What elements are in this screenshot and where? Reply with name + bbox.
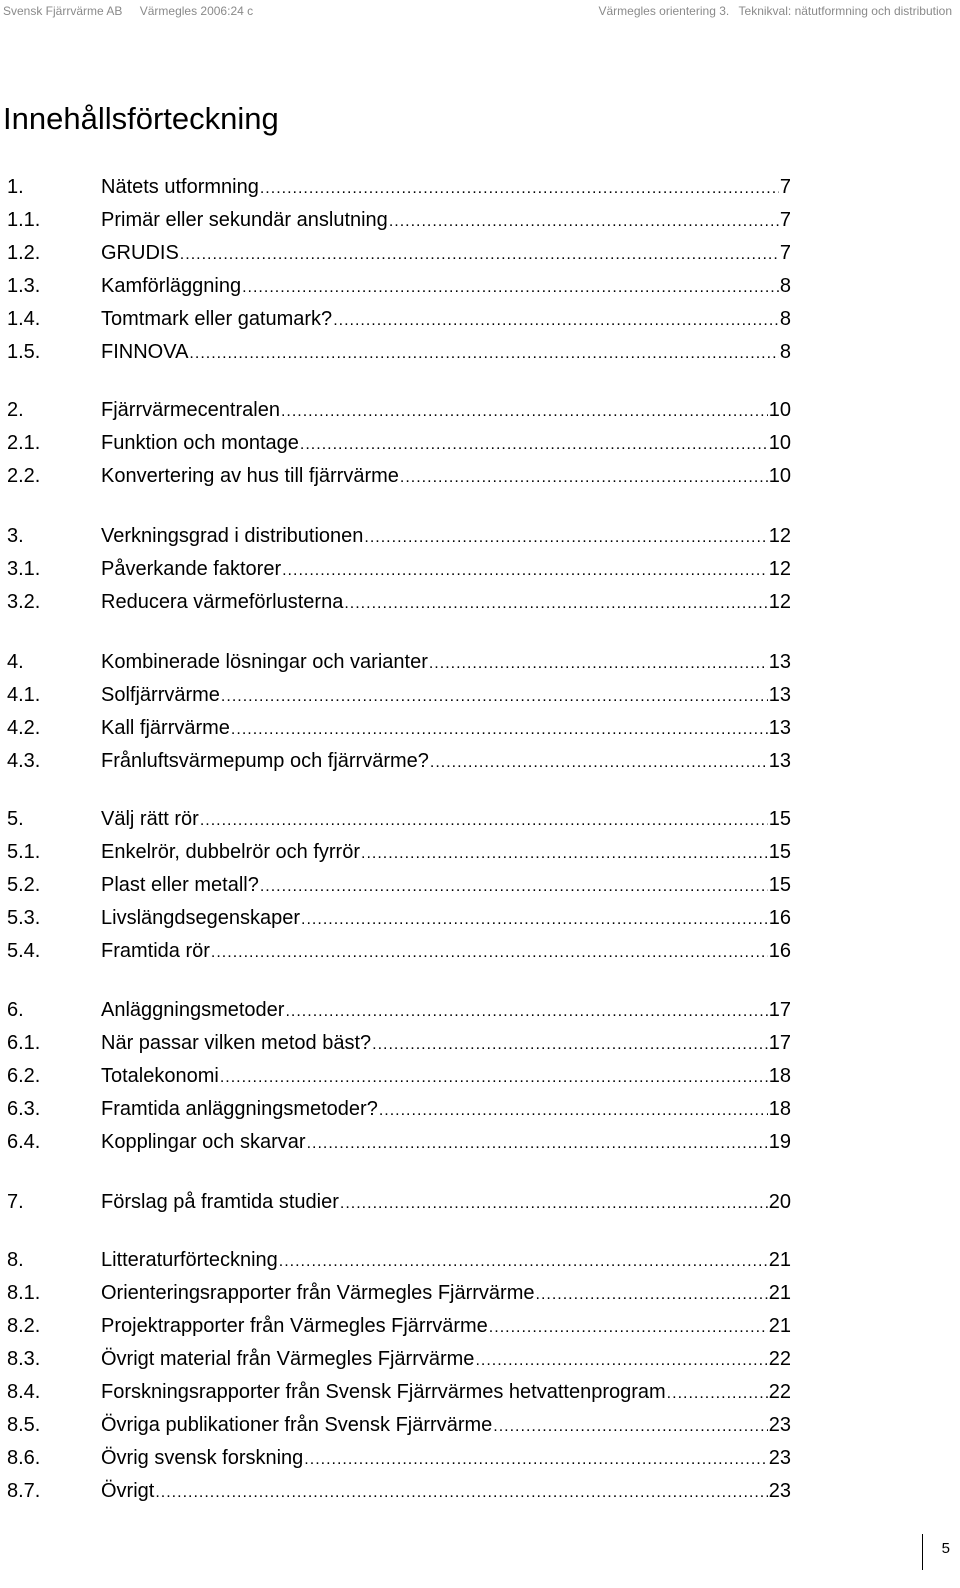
page-title: Innehållsförteckning [3,101,279,136]
toc-dot-leader [281,397,768,427]
toc-entry-number: 3.1. [7,558,41,580]
toc-entry[interactable] [0,461,800,491]
toc-entry-number: 1.1. [7,209,41,231]
toc-dot-leader [361,839,768,869]
toc-entry-title: Forskningsrapporter från Svensk Fjärrvärmes hetvattenprogram [101,1381,666,1403]
toc-entry[interactable] [0,713,800,743]
toc-entry-page: 10 [768,432,791,454]
toc-dot-leader [300,430,768,460]
toc-entry-number: 6.4. [7,1131,41,1153]
toc-entry-line [101,870,791,902]
toc-entry-number: 2. [7,399,24,421]
toc-entry-title: FINNOVA [101,341,189,363]
toc-entry[interactable] [0,587,800,617]
toc-entry-number: 5.3. [7,907,41,929]
toc-entry-title: Övrigt [101,1480,155,1502]
toc-entry-line [101,587,791,619]
toc-entry-page: 22 [768,1381,791,1403]
toc-dot-leader [260,872,768,902]
header-doc-id: Värmegles 2006:24 c [139,4,254,18]
toc-entry-title: Projektrapporter från Värmegles Fjärrvärme [101,1315,488,1337]
toc-entry-number: 8.4. [7,1381,41,1403]
toc-entry-page: 7 [779,242,791,264]
toc-entry[interactable] [0,804,800,834]
toc-dot-leader [430,748,768,778]
toc-entry-number: 4.1. [7,684,41,706]
toc-entry[interactable] [0,647,800,677]
header-series: Värmegles orientering 3. [598,4,730,18]
toc-dot-leader [333,306,779,336]
toc-entry-title: Kombinerade lösningar och varianter [101,651,428,673]
toc-dot-leader [536,1280,768,1310]
header-left [3,4,267,18]
toc-entry[interactable] [0,1278,800,1308]
toc-entry-line [101,304,791,336]
toc-entry[interactable] [0,337,800,367]
toc-entry-line [101,647,791,679]
toc-entry-title: Kamförläggning [101,275,242,297]
toc-entry-number: 6.1. [7,1032,41,1054]
toc-dot-leader [304,1445,767,1475]
toc-entry-title: Nätets utformning [101,176,259,198]
toc-entry-page: 12 [768,558,791,580]
toc-entry[interactable] [0,936,800,966]
toc-entry-page: 13 [768,717,791,739]
toc-entry-line [101,1344,791,1376]
toc-entry-line [101,713,791,745]
toc-entry-number: 6.3. [7,1098,41,1120]
toc-entry[interactable] [0,205,800,235]
toc-entry-line [101,936,791,968]
toc-entry-title: Kopplingar och skarvar [101,1131,306,1153]
toc-dot-leader [429,649,768,679]
toc-dot-leader [242,273,779,303]
toc-entry-line [101,746,791,778]
toc-entry-page: 23 [768,1447,791,1469]
toc-entry-line [101,337,791,369]
toc-entry-page: 21 [768,1249,791,1271]
toc-entry-title: Primär eller sekundär anslutning [101,209,388,231]
toc-entry-page: 21 [768,1315,791,1337]
toc-entry-line [101,1127,791,1159]
toc-entry-line [101,1094,791,1126]
toc-entry-line [101,521,791,553]
toc-entry[interactable] [0,1344,800,1374]
toc-dot-leader [220,1063,768,1093]
toc-entry[interactable] [0,1127,800,1157]
toc-entry-page: 22 [768,1348,791,1370]
toc-entry-line [101,1410,791,1442]
toc-dot-leader [489,1313,768,1343]
toc-entry-number: 4. [7,651,24,673]
toc-entry-page: 15 [768,808,791,830]
toc-entry-page: 18 [768,1065,791,1087]
toc-entry-page: 12 [768,591,791,613]
toc-dot-leader [379,1096,768,1126]
toc-entry-title: Livslängdsegenskaper [101,907,301,929]
toc-entry-number: 2.2. [7,465,41,487]
toc-entry-title: Verkningsgrad i distributionen [101,525,364,547]
toc-entry[interactable] [0,1028,800,1058]
toc-entry-page: 18 [768,1098,791,1120]
toc-dot-leader [389,207,779,237]
toc-entry-title: Frånluftsvärmepump och fjärrvärme? [101,750,429,772]
toc-dot-leader [211,938,768,968]
toc-entry[interactable] [0,870,800,900]
toc-entry-page: 10 [768,399,791,421]
toc-entry[interactable] [0,428,800,458]
toc-entry[interactable] [0,995,800,1025]
toc-entry-page: 19 [768,1131,791,1153]
toc-entry-number: 5. [7,808,24,830]
toc-dot-leader [400,463,768,493]
toc-entry-number: 8.7. [7,1480,41,1502]
toc-entry-title: Fjärrvärmecentralen [101,399,280,421]
toc-entry-number: 1.2. [7,242,41,264]
toc-entry-page: 15 [768,841,791,863]
toc-entry[interactable] [0,1061,800,1091]
toc-entry-line [101,1377,791,1409]
toc-entry-number: 8.1. [7,1282,41,1304]
toc-dot-leader [307,1129,768,1159]
toc-dot-leader [200,806,768,836]
toc-entry-line [101,271,791,303]
toc-entry-title: Solfjärrvärme [101,684,220,706]
toc-entry-number: 7. [7,1191,24,1213]
toc-entry-page: 7 [779,176,791,198]
toc-entry[interactable] [0,1094,800,1124]
toc-entry-page: 17 [768,1032,791,1054]
toc-entry-title: Reducera värmeförlusterna [101,591,344,613]
toc-entry-number: 8.3. [7,1348,41,1370]
header-subject: Teknikval: nätutformning och distribution [738,4,952,18]
toc-entry-title: Förslag på framtida studier [101,1191,339,1213]
toc-entry-page: 10 [768,465,791,487]
toc-entry-title: Plast eller metall? [101,874,259,896]
toc-entry-title: Anläggningsmetoder [101,999,285,1021]
toc-entry-title: När passar vilken metod bäst? [101,1032,372,1054]
toc-entry-line [101,461,791,493]
toc-entry[interactable] [0,172,800,202]
toc-dot-leader [260,174,779,204]
toc-entry-title: Framtida anläggningsmetoder? [101,1098,378,1120]
page-header [0,4,960,20]
toc-entry-number: 6. [7,999,24,1021]
header-right [592,4,952,18]
toc-entry-line [101,238,791,270]
toc-dot-leader [279,1247,768,1277]
toc-entry-number: 2.1. [7,432,41,454]
toc-entry-page: 13 [768,684,791,706]
toc-entry[interactable] [0,1245,800,1275]
toc-entry-number: 6.2. [7,1065,41,1087]
toc-dot-leader [301,905,768,935]
toc-entry-number: 1.3. [7,275,41,297]
toc-entry-number: 3. [7,525,24,547]
toc-dot-leader [189,339,778,369]
toc-entry-title: Kall fjärrvärme [101,717,230,739]
toc-entry-line [101,903,791,935]
toc-dot-leader [372,1030,768,1060]
toc-entry-line [101,1278,791,1310]
toc-entry-number: 1. [7,176,24,198]
toc-entry[interactable] [0,521,800,551]
page-number: 5 [941,1540,950,1557]
toc-entry-number: 4.2. [7,717,41,739]
toc-entry-title: Konvertering av hus till fjärrvärme [101,465,399,487]
toc-entry[interactable] [0,238,800,268]
toc-entry-line [101,205,791,237]
toc-entry[interactable] [0,1311,800,1341]
toc-entry-title: Övrigt material från Värmegles Fjärrvärme [101,1348,475,1370]
toc-entry-page: 8 [779,308,791,330]
toc-entry-number: 8.6. [7,1447,41,1469]
toc-entry-line [101,680,791,712]
toc-entry[interactable] [0,746,800,776]
toc-dot-leader [344,589,767,619]
toc-entry-page: 17 [768,999,791,1021]
toc-entry-title: Påverkande faktorer [101,558,282,580]
toc-entry-line [101,1028,791,1060]
toc-entry-number: 5.4. [7,940,41,962]
toc-entry-page: 13 [768,651,791,673]
toc-dot-leader [282,556,768,586]
toc-entry-number: 3.2. [7,591,41,613]
toc-entry-title: Framtida rör [101,940,210,962]
toc-dot-leader [475,1346,767,1376]
toc-dot-leader [221,682,768,712]
toc-entry-number: 8.2. [7,1315,41,1337]
toc-entry[interactable] [0,837,800,867]
toc-entry-title: GRUDIS [101,242,179,264]
toc-entry-title: Orienteringsrapporter från Värmegles Fjärrvärme [101,1282,535,1304]
toc-dot-leader [155,1478,767,1508]
toc-entry-title: Övrig svensk forskning [101,1447,304,1469]
toc-entry[interactable] [0,1377,800,1407]
toc-entry-page: 16 [768,907,791,929]
toc-entry-line [101,172,791,204]
toc-entry-page: 20 [768,1191,791,1213]
toc-entry[interactable] [0,554,800,584]
toc-entry-title: Övriga publikationer från Svensk Fjärrvärme [101,1414,493,1436]
toc-entry-number: 8.5. [7,1414,41,1436]
toc-entry-page: 15 [768,874,791,896]
toc-entry[interactable] [0,680,800,710]
toc-entry[interactable] [0,1443,800,1473]
toc-entry-line [101,395,791,427]
toc-entry[interactable] [0,271,800,301]
toc-entry-title: Tomtmark eller gatumark? [101,308,333,330]
toc-entry[interactable] [0,304,800,334]
toc-entry-line [101,1476,791,1508]
toc-entry-number: 8. [7,1249,24,1271]
toc-dot-leader [180,240,779,270]
toc-entry-line [101,837,791,869]
toc-entry[interactable] [0,395,800,425]
toc-entry-line [101,1187,791,1219]
toc-entry-page: 8 [779,341,791,363]
toc-entry-title: Funktion och montage [101,432,299,454]
toc-entry-number: 5.2. [7,874,41,896]
toc-entry-page: 21 [768,1282,791,1304]
toc-entry-number: 4.3. [7,750,41,772]
toc-entry-line [101,1311,791,1343]
toc-entry-page: 7 [779,209,791,231]
toc-entry-title: Enkelrör, dubbelrör och fyrrör [101,841,361,863]
toc-entry-page: 23 [768,1480,791,1502]
toc-entry-line [101,1443,791,1475]
header-org: Svensk Fjärrvärme AB [3,4,123,18]
toc-entry-number: 1.5. [7,341,41,363]
toc-entry-page: 13 [768,750,791,772]
toc-entry[interactable] [0,1187,800,1217]
toc-entry-number: 5.1. [7,841,41,863]
toc-entry-title: Totalekonomi [101,1065,219,1087]
toc-entry-title: Välj rätt rör [101,808,199,830]
toc-entry-title: Litteraturförteckning [101,1249,278,1271]
toc-entry-line [101,428,791,460]
toc-entry-line [101,1245,791,1277]
toc-entry-line [101,804,791,836]
toc-entry-line [101,1061,791,1093]
toc-dot-leader [667,1379,768,1409]
toc-dot-leader [340,1189,768,1219]
toc-dot-leader [231,715,768,745]
toc-dot-leader [493,1412,767,1442]
toc-entry[interactable] [0,1476,800,1506]
page-number-rule [922,1534,923,1570]
toc-entry-line [101,554,791,586]
toc-dot-leader [364,523,767,553]
toc-entry-page: 16 [768,940,791,962]
toc-entry-line [101,995,791,1027]
toc-entry-number: 1.4. [7,308,41,330]
toc-dot-leader [285,997,767,1027]
toc-entry[interactable] [0,1410,800,1440]
toc-entry-page: 23 [768,1414,791,1436]
toc-entry-page: 12 [768,525,791,547]
toc-entry-page: 8 [779,275,791,297]
toc-entry[interactable] [0,903,800,933]
